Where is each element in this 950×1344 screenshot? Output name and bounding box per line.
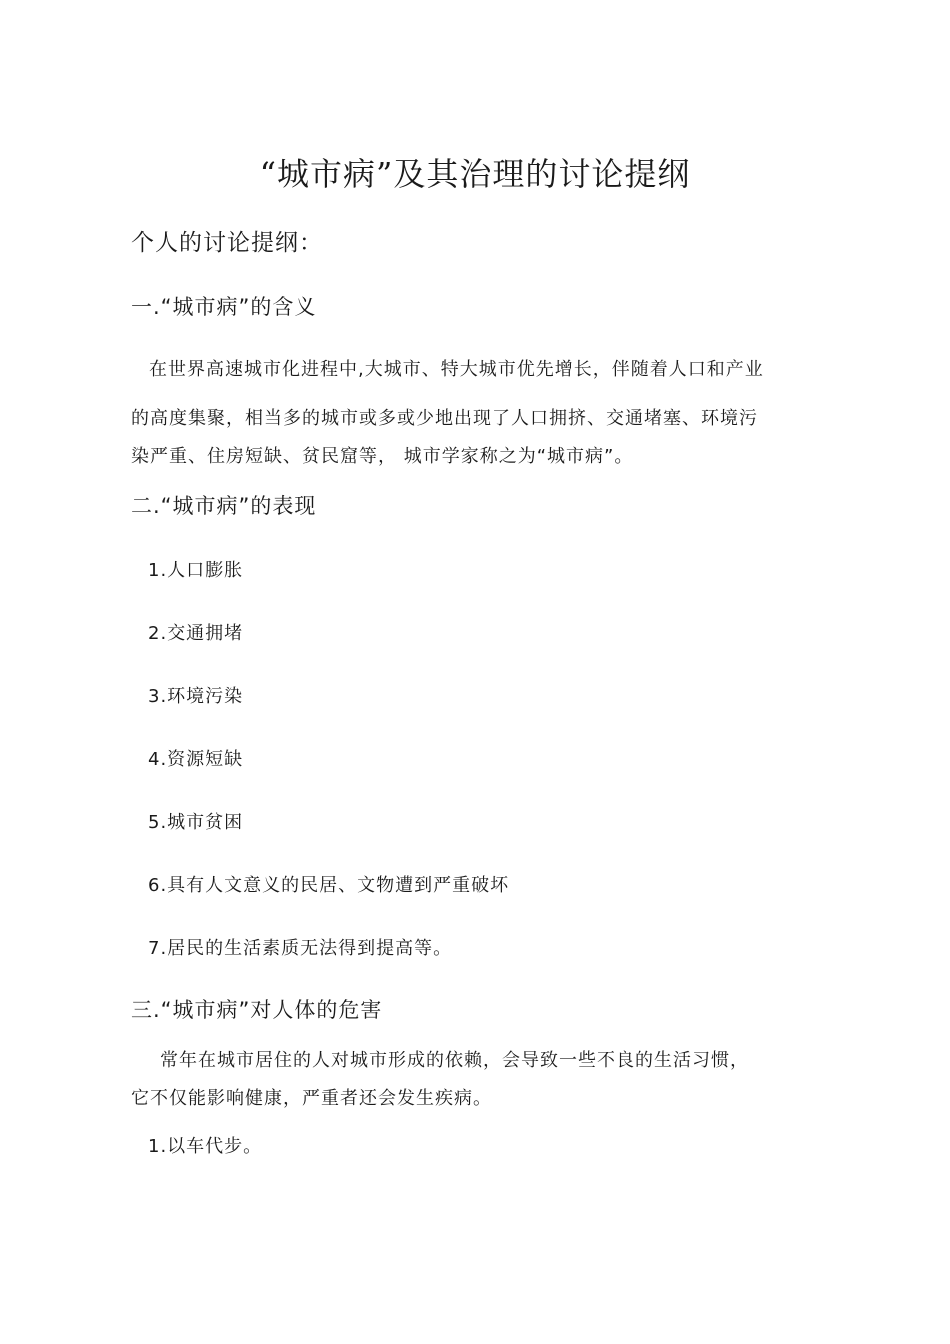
section-2-item-7: 7.居民的生活素质无法得到提高等。 bbox=[148, 938, 453, 959]
section-1-paragraph-line-2: 的高度集聚，相当多的城市或多或少地出现了人口拥挤、交通堵塞、环境污 bbox=[131, 408, 758, 429]
section-1-paragraph-line-3: 染严重、住房短缺、贫民窟等， 城市学家称之为“城市病”。 bbox=[131, 446, 634, 467]
section-2-item-1: 1.人口膨胀 bbox=[148, 560, 244, 581]
section-1-paragraph-line-1: 在世界高速城市化进程中,大城市、特大城市优先增长，伴随着人口和产业 bbox=[149, 359, 764, 380]
section-2-item-6: 6.具有人文意义的民居、文物遭到严重破坏 bbox=[148, 875, 510, 896]
section-3-heading: 三.“城市病”对人体的危害 bbox=[131, 998, 383, 1022]
section-2-item-4: 4.资源短缺 bbox=[148, 749, 244, 770]
intro-heading: 个人的讨论提纲： bbox=[131, 230, 323, 256]
section-2-item-3: 3.环境污染 bbox=[148, 686, 244, 707]
section-3-paragraph-line-1: 常年在城市居住的人对城市形成的依赖，会导致一些不良的生活习惯， bbox=[160, 1050, 749, 1071]
document-title: “城市病”及其治理的讨论提纲 bbox=[259, 155, 691, 193]
section-2-item-2: 2.交通拥堵 bbox=[148, 623, 244, 644]
section-3-item-1: 1.以车代步。 bbox=[148, 1136, 263, 1157]
section-2-heading: 二.“城市病”的表现 bbox=[131, 494, 317, 518]
section-3-paragraph-line-2: 它不仅能影响健康，严重者还会发生疾病。 bbox=[131, 1088, 492, 1109]
section-2-item-5: 5.城市贫困 bbox=[148, 812, 244, 833]
section-1-heading: 一.“城市病”的含义 bbox=[131, 295, 317, 319]
